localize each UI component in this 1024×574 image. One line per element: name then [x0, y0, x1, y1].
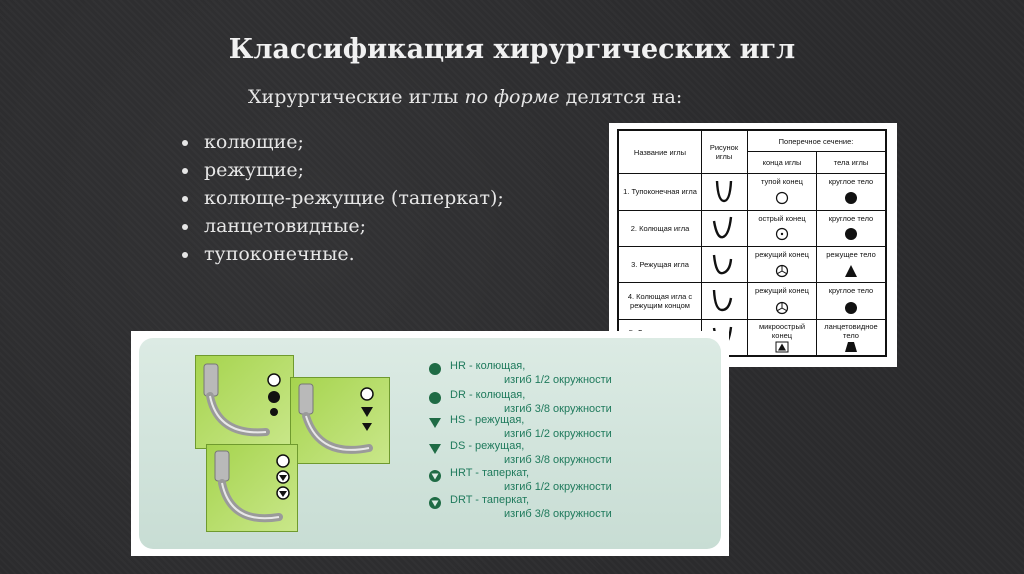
list-item-text: режущие; [204, 159, 305, 181]
filled-circle-icon [844, 227, 858, 241]
bullet-icon [182, 252, 188, 258]
trapezoid-icon [844, 341, 858, 353]
list-item-text: ланцетовидные; [204, 215, 366, 237]
legend-desc: изгиб 1/2 окружности [504, 428, 612, 440]
filled-circle-icon [844, 191, 858, 205]
table-divider [701, 131, 702, 355]
down-triangle-icon [428, 416, 442, 430]
row-name: 2. Колющая игла [630, 223, 690, 233]
body-label: круглое тело [828, 213, 874, 223]
circle-triangle-icon [428, 469, 442, 483]
header-tip: конца иглы [762, 157, 802, 167]
mercedes-circle-icon [775, 301, 789, 315]
subtitle-emphasis: по форме [464, 86, 560, 108]
subtitle-end: делятся на: [559, 86, 683, 108]
needle-drawing-icon [711, 215, 735, 241]
legend-item [424, 360, 644, 388]
list-item [182, 156, 504, 184]
row-name: 3. Режущая игла [631, 259, 689, 269]
legend-item [424, 467, 644, 495]
needle-shape-list [182, 128, 504, 268]
mercedes-circle-icon [775, 264, 789, 278]
body-label: ланцетовидное тело [824, 322, 878, 340]
needle-illustration-card [206, 444, 298, 532]
legend-code: HRT - таперкат, [450, 467, 530, 479]
needle-drawing-icon [711, 251, 735, 277]
needle-curve-icon [291, 378, 389, 463]
legend-item [424, 389, 644, 417]
needle-illustration-card [290, 377, 390, 464]
list-item-text: тупоконечные. [204, 243, 355, 265]
legend-desc: изгиб 3/8 окружности [504, 508, 612, 520]
slide-subtitle [248, 86, 682, 108]
subtitle-start: Хирургические иглы [248, 86, 465, 108]
legend-desc: изгиб 1/2 окружности [504, 374, 612, 386]
header-section: Поперечное сечение: [778, 137, 854, 146]
tip-label: острый конец [758, 213, 806, 223]
list-item [182, 128, 504, 156]
bullet-icon [182, 224, 188, 230]
legend-item [424, 494, 644, 522]
legend-desc: изгиб 1/2 окружности [504, 481, 612, 493]
legend-code: HS - режущая, [450, 414, 525, 426]
triangle-box-icon [775, 341, 789, 353]
header-drawing: Рисунок иглы [709, 143, 739, 161]
legend-code: DR - колющая, [450, 389, 526, 401]
bullet-icon [182, 168, 188, 174]
tip-label: режущий конец [755, 285, 809, 295]
legend-code: DS - режущая, [450, 440, 525, 452]
down-triangle-icon [428, 442, 442, 456]
header-body: тела иглы [833, 157, 869, 167]
list-item-text: колющие; [204, 131, 304, 153]
filled-circle-icon [844, 301, 858, 315]
row-name: 4. Колющая игла с режущим концом [627, 291, 693, 310]
list-item-text: колюще-режущие (таперкат); [204, 187, 504, 209]
circle-icon [775, 191, 789, 205]
legend-item [424, 440, 644, 468]
legend-item [424, 414, 644, 442]
header-name: Название иглы [633, 147, 687, 157]
needle-curve-icon [207, 445, 297, 531]
tip-label: микроострый конец [758, 322, 806, 340]
table-divider [816, 151, 817, 355]
needle-drawing-icon [711, 288, 735, 314]
filled-circle-icon [428, 362, 442, 376]
table-divider [747, 131, 748, 355]
filled-triangle-icon [844, 264, 858, 278]
body-label: круглое тело [828, 285, 874, 295]
bullet-icon [182, 140, 188, 146]
list-item [182, 212, 504, 240]
legend-desc: изгиб 3/8 окружности [504, 403, 612, 415]
legend-desc: изгиб 3/8 окружности [504, 454, 612, 466]
needle-illustration-card [195, 355, 294, 449]
list-item [182, 240, 504, 268]
slide-title: Классификация хирургических игл [228, 34, 796, 65]
body-label: круглое тело [828, 176, 874, 186]
bullet-icon [182, 196, 188, 202]
row-name: 1. Тупоконечная игла [623, 187, 697, 196]
tip-label: режущий конец [755, 249, 809, 259]
filled-circle-icon [428, 391, 442, 405]
legend-code: DRT - таперкат, [450, 494, 530, 506]
body-label: режущее тело [826, 249, 876, 259]
needle-classification-table [617, 129, 887, 357]
list-item [182, 184, 504, 212]
needle-curve-icon [196, 356, 293, 448]
tip-label: тупой конец [761, 176, 803, 186]
needle-drawing-icon [714, 179, 734, 205]
dot-circle-icon [775, 227, 789, 241]
legend-code: HR - колющая, [450, 360, 526, 372]
circle-triangle-icon [428, 496, 442, 510]
